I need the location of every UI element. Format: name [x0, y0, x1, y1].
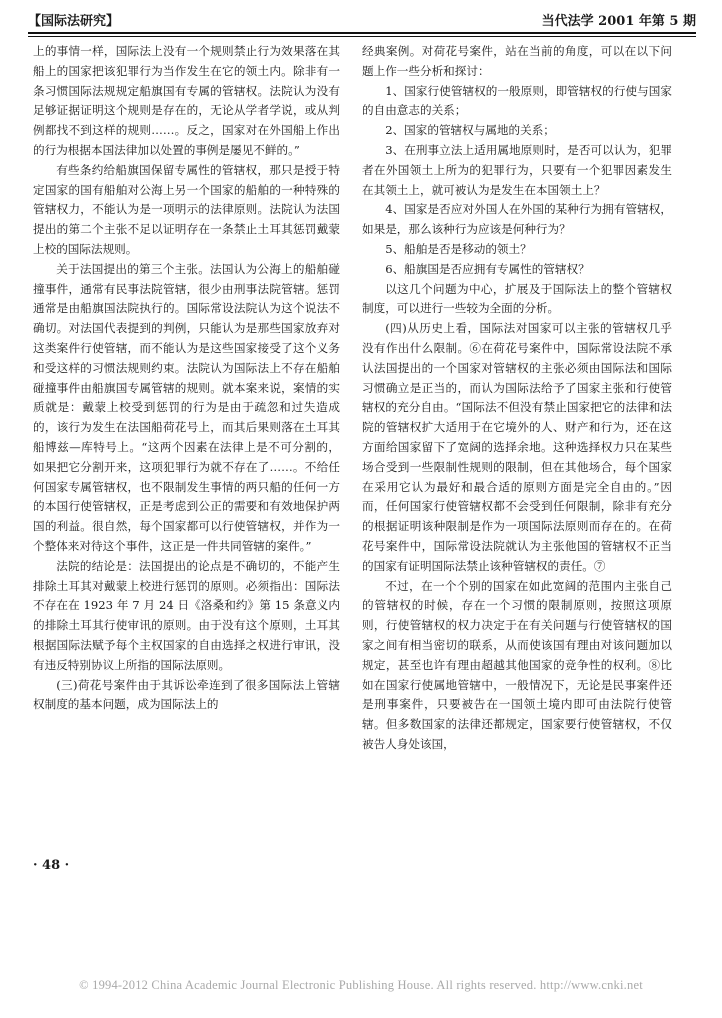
paragraph: 不过，在一个个别的国家在如此宽阔的范围内主张自己的管辖权的时候，存在一个习惯的限制原则，按照这项原则，行使管辖权的权力决定于在有关问题与行使管辖权的国家之间有相当密切的联系，从而使该国有理由对该问题加以规定，甚至也许有理由超越其他国家的竞争性的权利。⑧比如在国家行使属地管辖中，一般情况下，无论是民事案件还是刑事案件，只要被告在一国领土境内即可由法院行使管辖。但多数国家的法律还都规定，国家要行使管辖权，不仅被告人身处该国，	[362, 578, 672, 751]
paragraph: 关于法国提出的第三个主张。法国认为公海上的船舶碰撞事件，通常有民事法院管辖，很少由刑事法院管辖。惩罚通常是由船旗国法院执行的。国际常设法院认为这个说法不确切。对法国代表提到的判例，只能认为是那些国家放弃对这类案件行使管辖，而不能认为是这些国家接受了这个义务和受这样的习惯法规则约束。法院认为国际法上不存在船舶碰撞事件由船旗国专属管辖的规则。就本案来说，案情的实质就是：戴蒙上校受到惩罚的行为是由于疏忽和过失造成的，该行为发生在法国船荷花号上，而其后果则落在土耳其船博兹—库特号上。“这两个因素在法律上是不可分割的，如果把它分割开来，这项犯罪行为就不存在了……。不给任何国家专属管辖权，也不限制发生事情的两只船的任何一方的本国行使管辖权，正是考虑到公正的需要和有效地保护两国的利益。很自然，每个国家都可以行使管辖权，并作为一个整体来对待这个事件，这正是一件共同管辖的案件。”	[33, 261, 340, 553]
list-item: 5、船舶是否是移动的领土？	[385, 241, 532, 256]
paragraph: 法院的结论是：法国提出的论点是不确切的，不能产生排除土耳其对戴蒙上校进行惩罚的原则。必须指出：国际法不存在在 1923 年 7 月 24 日《洛桑和约》第 15 条意义内的排除土耳其行使审讯的原则。由于没有这个原则，土耳其根据国际法赋予每个主权国家的自由选择之权进行审讯，没有违反特别协议上所指的国际法原则。	[33, 558, 340, 672]
page-number: · 48 ·	[33, 858, 70, 873]
header-rule	[28, 32, 696, 34]
paragraph: 经典案例。对荷花号案件，站在当前的角度，可以在以下问题上作一些分析和探讨：	[362, 44, 672, 78]
right-column	[362, 42, 672, 755]
header-rule-thin	[28, 36, 696, 37]
section-label: 【国际法研究】	[28, 14, 120, 29]
paragraph: 上的事情一样，国际法上没有一个规则禁止行为效果落在其船上的国家把该犯罪行为当作发生在它的领土内。除非有一条习惯国际法规规定船旗国有专属的管辖权。法院认为没有足够证据证明这个规则是存在的，无论从学者学说，或从判例都找不到这样的规则……。反之，国家对在外国船上作出的行为根据本国法律加以处置的事例是屡见不鲜的。”	[33, 44, 340, 157]
paragraph: 有些条约给船旗国保留专属性的管辖权，那只是授于特定国家的国有船舶对公海上另一个国家的船舶的一种特殊的管辖权力，不能认为是一项明示的法律原则。法院认为法国提出的第二个主张不足以证明存在一条禁止土耳其惩罚戴蒙上校的国际法规则。	[33, 162, 340, 256]
list-item: 2、国家的管辖权与属地的关系；	[385, 123, 555, 138]
paragraph: 以这几个问题为中心，扩展及于国际法上的整个管辖权制度，可以进行一些较为全面的分析。	[362, 281, 672, 316]
paragraph: (三)荷花号案件由于其诉讼牵连到了很多国际法上管辖权制度的基本问题，成为国际法上的	[33, 677, 340, 712]
list-item: 6、船旗国是否应拥有专属性的管辖权？	[385, 261, 590, 276]
list-item: 3、在刑事立法上适用属地原则时，是否可以认为，犯罪者在外国领土上所为的犯罪行为，只要有一个犯罪因素发生在其领土上，就可被认为是发生在本国领土上？	[362, 142, 672, 197]
running-header	[28, 8, 696, 30]
copyright-footer: © 1994-2012 China Academic Journal Electronic Publishing House. All rights reserved. http://www.cnki.net	[79, 978, 643, 992]
list-item: 1、国家行使管辖权的一般原则，即管辖权的行使与国家的自由意志的关系；	[362, 83, 672, 118]
paragraph: (四)从历史上看，国际法对国家可以主张的管辖权几乎没有作出什么限制。⑥在荷花号案件中，国际常设法院不承认法国提出的一个国家对管辖权的主张必须由国际法和国际习惯确立是正当的，而认为国际法给予了国家主张和行使管辖权的充分自由。“国际法不但没有禁止国家把它的法律和法院的管辖权扩大适用于在它境外的人、财产和行为，还在这方面给国家留下了宽阔的选择余地。这种选择权力只在某些场合受到一些限制性规则的限制，但在其他场合，每个国家在采用它认为最好和最合适的原则方面是完全自由的。”因而，任何国家行使管辖权都不会受到任何限制，除非有充分的根据证明该种限制是作为一项国际法原则而存在的。在荷花号案件中，国际常设法院就认为主张他国的管辖权不正当的国家有证明国际法禁止该种管辖权的责任。⑦	[362, 321, 672, 573]
left-column	[33, 42, 340, 715]
journal-issue: 当代法学 2001 年第 5 期	[541, 14, 696, 29]
list-item: 4、国家是否应对外国人在外国的某种行为拥有管辖权，如果是，那么该种行为应该是何种行为？	[362, 202, 672, 237]
